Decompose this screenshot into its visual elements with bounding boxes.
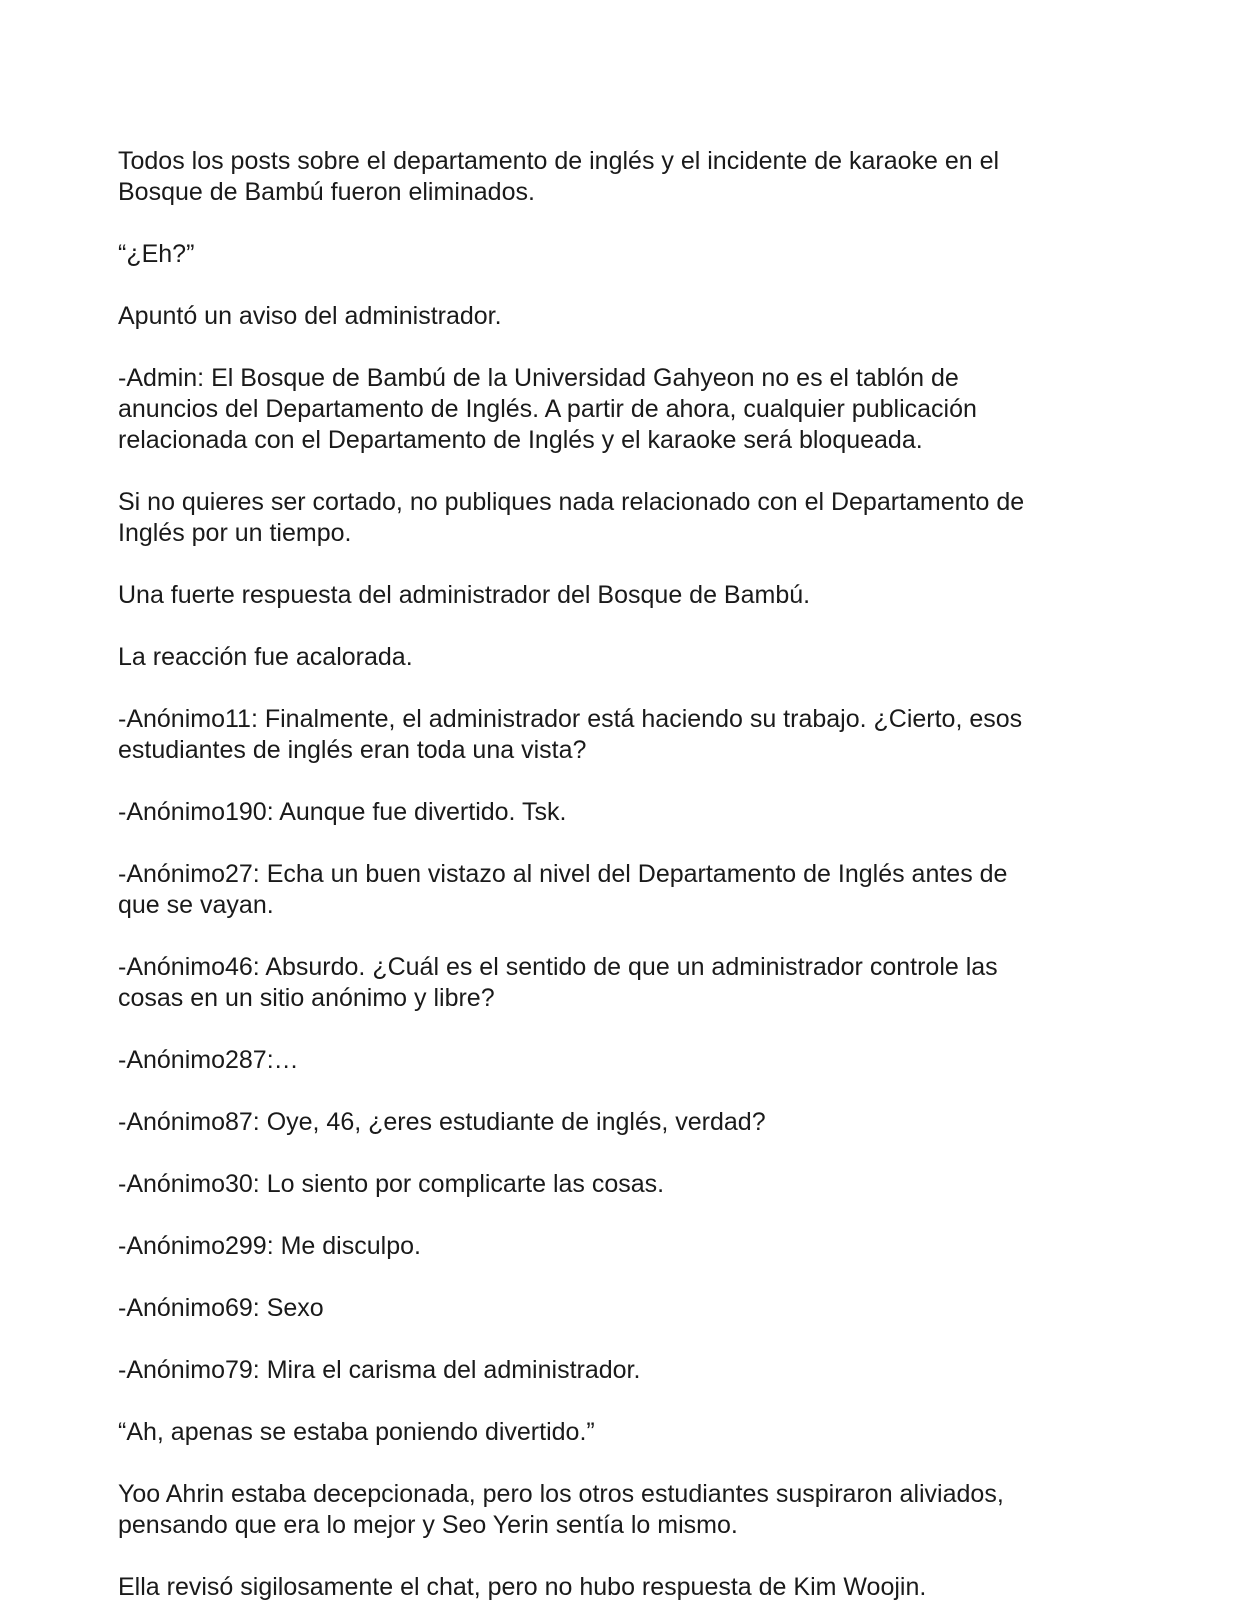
paragraph: Ella revisó sigilosamente el chat, pero no hubo respuesta de Kim Woojin.	[118, 1573, 927, 1601]
paragraph: -Anónimo69: Sexo	[118, 1294, 324, 1322]
document-body	[118, 146, 1128, 1603]
paragraph: Si no quieres ser cortado, no publiques nada relacionado con el Departamento de Inglés por un tiempo.	[118, 488, 1025, 547]
paragraph: -Anónimo299: Me disculpo.	[118, 1232, 421, 1260]
paragraph: -Admin: El Bosque de Bambú de la Universidad Gahyeon no es el tablón de anuncios del Departamento de Inglés. A partir de ahora, cualquier publicación relacionada con el Departamento de Inglés y el karaoke será bloqueada.	[118, 364, 977, 454]
paragraph: -Anónimo46: Absurdo. ¿Cuál es el sentido de que un administrador controle las cosas en un sitio anónimo y libre?	[118, 953, 998, 1012]
paragraph: -Anónimo30: Lo siento por complicarte las cosas.	[118, 1170, 665, 1198]
paragraph: Una fuerte respuesta del administrador del Bosque de Bambú.	[118, 581, 811, 609]
paragraph: “Ah, apenas se estaba poniendo divertido.”	[118, 1418, 595, 1446]
paragraph: -Anónimo79: Mira el carisma del administrador.	[118, 1356, 641, 1384]
paragraph: -Anónimo87: Oye, 46, ¿eres estudiante de inglés, verdad?	[118, 1108, 766, 1136]
paragraph: -Anónimo11: Finalmente, el administrador está haciendo su trabajo. ¿Cierto, esos estudiantes de inglés eran toda una vista?	[118, 705, 1023, 764]
paragraph: Apuntó un aviso del administrador.	[118, 302, 502, 330]
paragraph: -Anónimo27: Echa un buen vistazo al nivel del Departamento de Inglés antes de que se vayan.	[118, 860, 1008, 919]
paragraph: “¿Eh?”	[118, 240, 195, 268]
paragraph: Todos los posts sobre el departamento de inglés y el incidente de karaoke en el Bosque de Bambú fueron eliminados.	[118, 147, 1000, 206]
paragraph: La reacción fue acalorada.	[118, 643, 413, 671]
paragraph: -Anónimo190: Aunque fue divertido. Tsk.	[118, 798, 567, 826]
paragraph: Yoo Ahrin estaba decepcionada, pero los otros estudiantes suspiraron aliviados, pensando que era lo mejor y Seo Yerin sentía lo mismo.	[118, 1480, 1004, 1539]
paragraph: -Anónimo287:…	[118, 1046, 299, 1074]
